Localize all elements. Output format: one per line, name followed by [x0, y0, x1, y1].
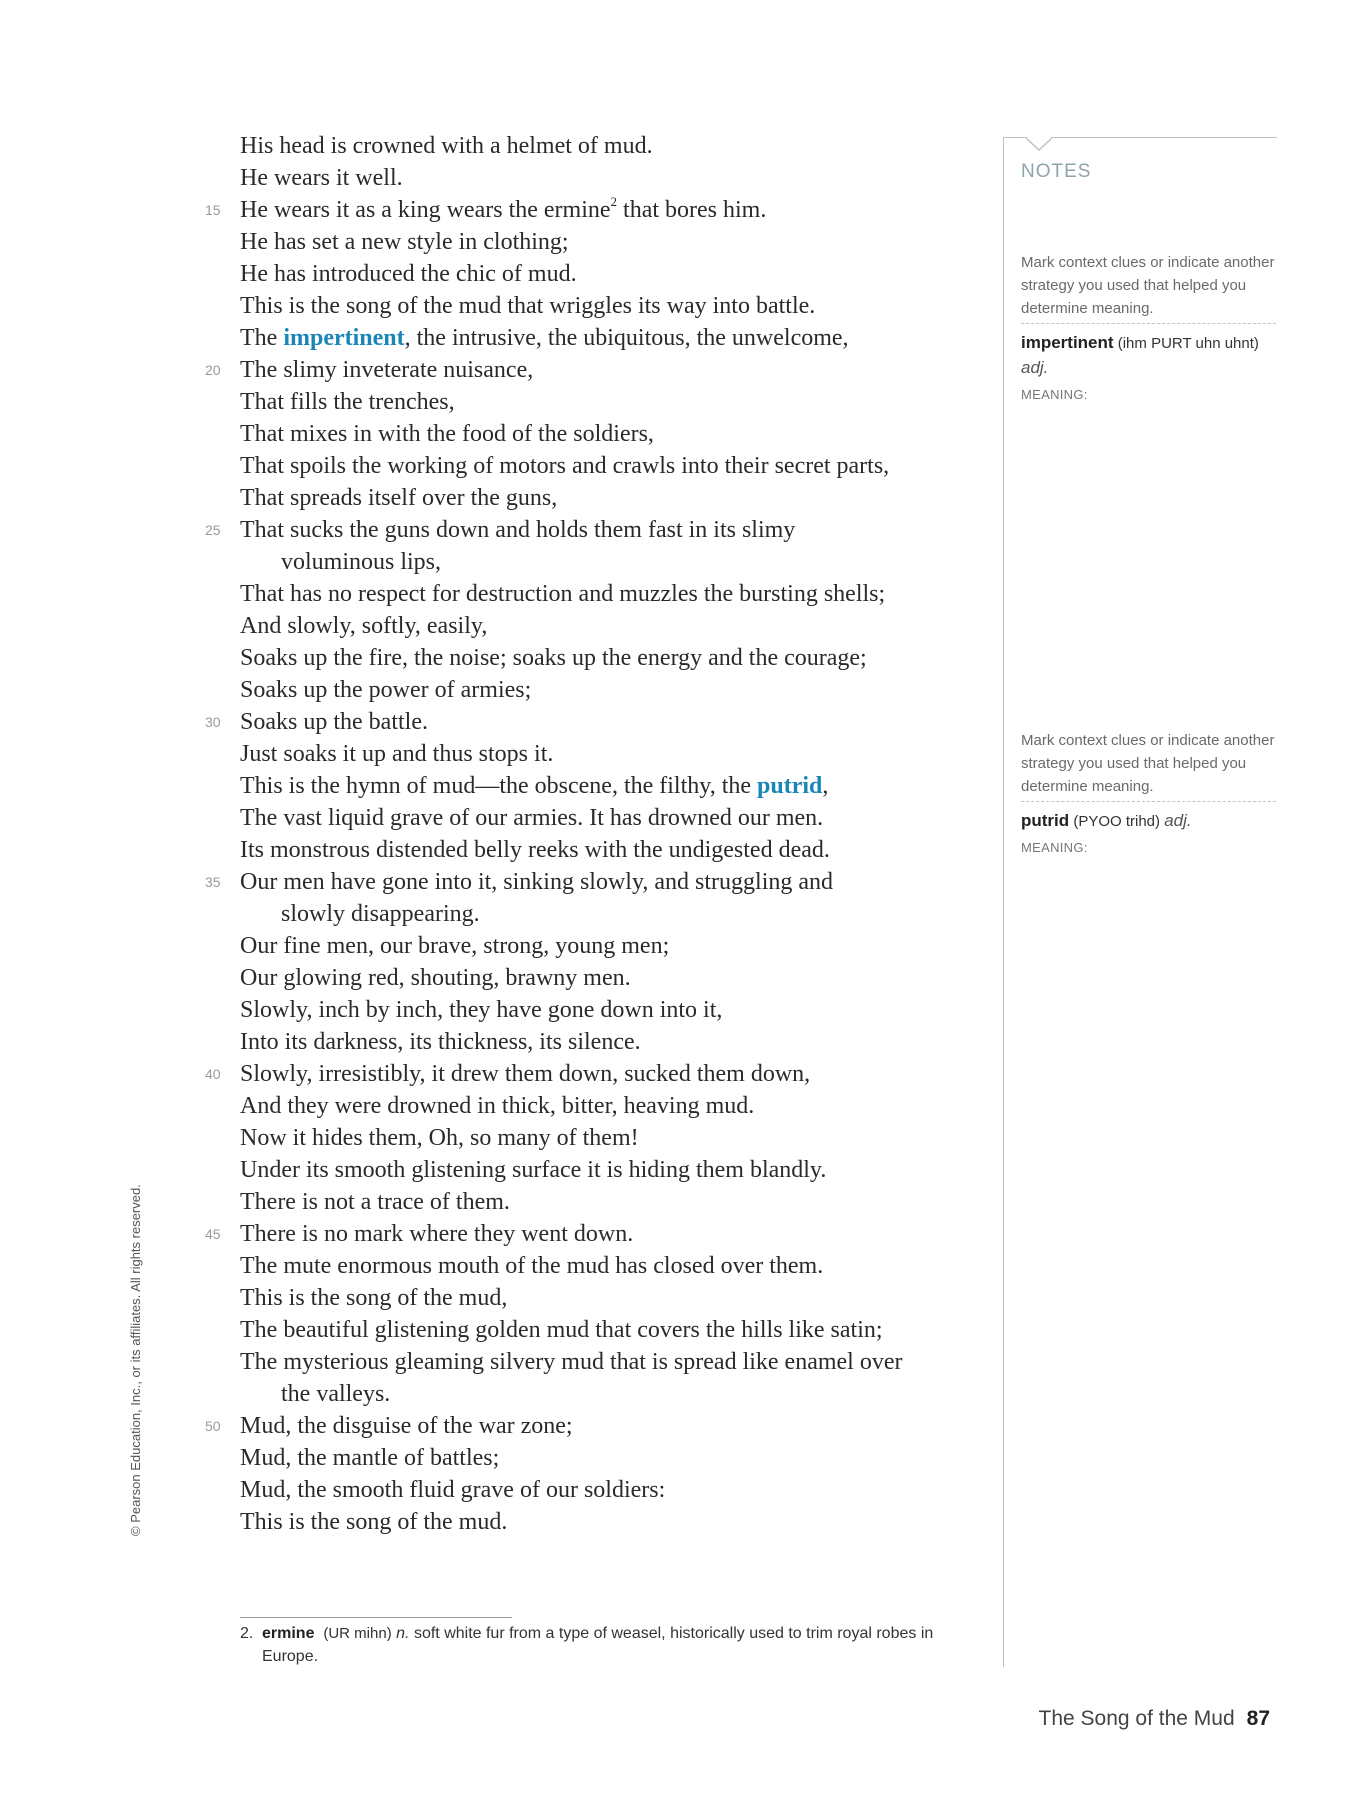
vocab-note-putrid	[1021, 729, 1276, 855]
poem-line: He has set a new style in clothing;	[240, 229, 569, 255]
poem-line: Now it hides them, Oh, so many of them!	[240, 1125, 639, 1151]
line-number: 40	[205, 1066, 221, 1082]
vocab-note-impertinent	[1021, 251, 1276, 402]
line-number: 20	[205, 362, 221, 378]
note-term: impertinent (ihm PURT uhn uhnt) adj.	[1021, 333, 1259, 377]
poem-line: That spreads itself over the guns,	[240, 485, 558, 511]
footnote-divider	[240, 1617, 512, 1618]
notes-title: NOTES	[1021, 161, 1092, 182]
note-term: putrid (PYOO trihd) adj.	[1021, 811, 1192, 830]
poem-line: Into its darkness, its thickness, its silence.	[240, 1029, 641, 1055]
poem-line: He has introduced the chic of mud.	[240, 261, 577, 287]
poem-line: Just soaks it up and thus stops it.	[240, 741, 554, 767]
poem-line: Our glowing red, shouting, brawny men.	[240, 965, 631, 991]
line-number: 30	[205, 714, 221, 730]
poem-line: Soaks up the fire, the noise; soaks up the energy and the courage;	[240, 645, 867, 671]
note-prompt: Mark context clues or indicate another strategy you used that helped you determine meaning.	[1021, 729, 1276, 802]
footnote: 2. ermine (UR mihn) n. soft white fur from a type of weasel, historically used to trim royal robes in Europe.	[240, 1622, 975, 1668]
poem-line: That has no respect for destruction and muzzles the bursting shells;	[240, 581, 886, 607]
poem-line: This is the song of the mud.	[240, 1509, 508, 1535]
vocab-word-putrid[interactable]: putrid	[757, 773, 823, 799]
poem-line: 30 Soaks up the battle.	[240, 706, 1000, 738]
poem-line: 20 The slimy inveterate nuisance,	[240, 354, 1000, 386]
notes-notch-icon	[1026, 137, 1052, 152]
line-number: 45	[205, 1226, 221, 1242]
poem-line: 25 That sucks the guns down and holds them fast in its slimy	[240, 514, 1000, 546]
poem-line: The impertinent, the intrusive, the ubiquitous, the unwelcome,	[240, 325, 849, 351]
poem-line: 35 Our men have gone into it, sinking slowly, and struggling and	[240, 866, 1000, 898]
poem-line: The mysterious gleaming silvery mud that is spread like enamel over	[240, 1349, 903, 1375]
poem-line: voluminous lips,	[281, 549, 442, 575]
footnote-number: 2.	[240, 1625, 254, 1642]
poem-line: 45 There is no mark where they went down.	[240, 1218, 1000, 1250]
poem-line: Under its smooth glistening surface it is hiding them blandly.	[240, 1157, 827, 1183]
poem-line: Soaks up the power of armies;	[240, 677, 532, 703]
poem-line: Its monstrous distended belly reeks with the undigested dead.	[240, 837, 830, 863]
poem-line: This is the song of the mud,	[240, 1285, 508, 1311]
poem-line: The beautiful glistening golden mud that covers the hills like satin;	[240, 1317, 883, 1343]
line-number: 50	[205, 1418, 221, 1434]
line-number: 35	[205, 874, 221, 890]
poem-line: This is the hymn of mud—the obscene, the filthy, the putrid,	[240, 773, 829, 799]
poem-body	[205, 130, 1000, 1538]
poem-line: 40 Slowly, irresistibly, it drew them down, sucked them down,	[240, 1058, 1000, 1090]
poem-line: Mud, the mantle of battles;	[240, 1445, 500, 1471]
vocab-word-impertinent[interactable]: impertinent	[283, 325, 405, 351]
poem-line: The mute enormous mouth of the mud has closed over them.	[240, 1253, 824, 1279]
page-footer	[1039, 1707, 1271, 1731]
poem-line: 50 Mud, the disguise of the war zone;	[240, 1410, 1000, 1442]
poem-line: Our fine men, our brave, strong, young men;	[240, 933, 670, 959]
line-number: 15	[205, 202, 221, 218]
poem-line: Mud, the smooth fluid grave of our soldiers:	[240, 1477, 666, 1503]
poem-line: the valleys.	[281, 1381, 391, 1407]
poem-line: 15 He wears it as a king wears the ermine$^2$ that bores him.	[240, 194, 1000, 226]
meaning-label: MEANING:	[1021, 387, 1088, 402]
poem-line: And they were drowned in thick, bitter, heaving mud.	[240, 1093, 755, 1119]
footnote-term: ermine	[262, 1625, 315, 1642]
poem-line: The vast liquid grave of our armies. It has drowned our men.	[240, 805, 824, 831]
poem-line: He wears it well.	[240, 165, 403, 191]
poem-line: That spoils the working of motors and crawls into their secret parts,	[240, 453, 890, 479]
footnote-ref[interactable]: 2	[610, 194, 618, 209]
page-number: 87	[1246, 1707, 1270, 1730]
poem-line: That fills the trenches,	[240, 389, 455, 415]
poem-line: This is the song of the mud that wriggles its way into battle.	[240, 293, 816, 319]
poem-line: slowly disappearing.	[281, 901, 480, 927]
line-number: 25	[205, 522, 221, 538]
notes-panel	[1003, 137, 1277, 1667]
note-prompt: Mark context clues or indicate another strategy you used that helped you determine meaning.	[1021, 251, 1276, 324]
poem-line: That mixes in with the food of the soldiers,	[240, 421, 654, 447]
poem-line: There is not a trace of them.	[240, 1189, 510, 1215]
meaning-label: MEANING:	[1021, 840, 1088, 855]
footer-title: The Song of the Mud	[1038, 1707, 1235, 1730]
copyright-notice: © Pearson Education, Inc., or its affiliates. All rights reserved.	[128, 1184, 143, 1536]
poem-line: His head is crowned with a helmet of mud.	[240, 133, 653, 159]
poem-line: Slowly, inch by inch, they have gone down into it,	[240, 997, 723, 1023]
poem-line: And slowly, softly, easily,	[240, 613, 488, 639]
